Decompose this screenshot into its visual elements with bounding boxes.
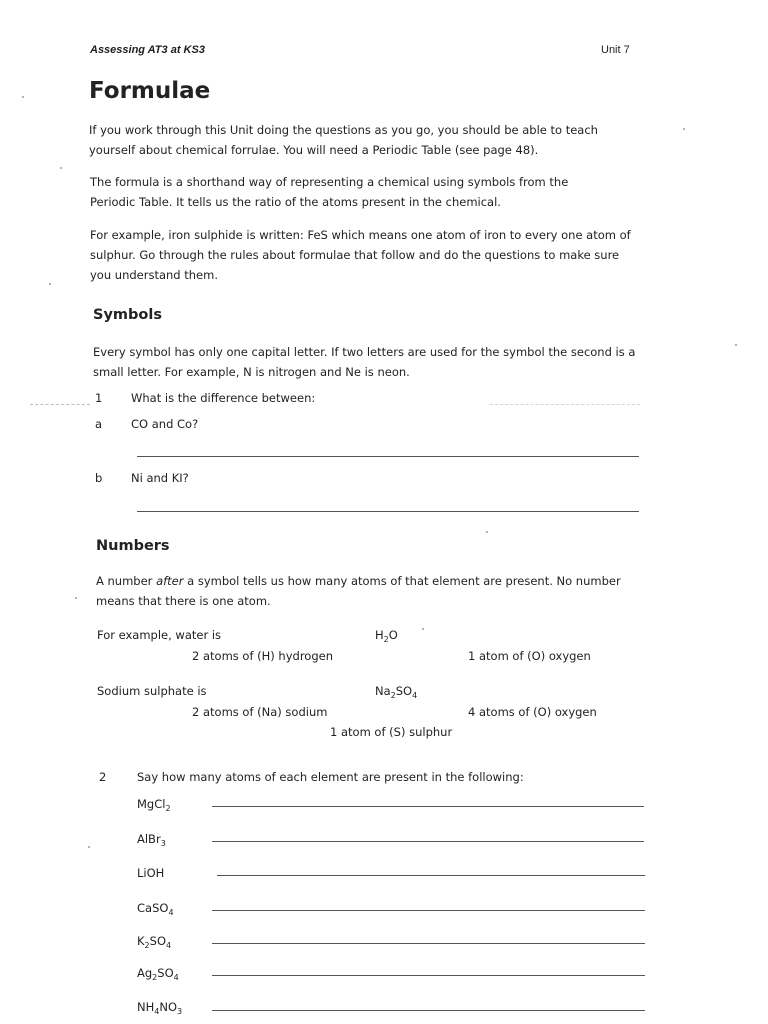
intro-paragraph-1: If you work through this Unit doing the questions as you go, you should be able to teach yourself about chemical forrulae. You will need a Periodic Table (see page 48). bbox=[89, 123, 598, 157]
answer-line[interactable] bbox=[212, 841, 644, 842]
scan-speck bbox=[22, 96, 24, 98]
question-1b-text: Ni and KI? bbox=[131, 471, 189, 485]
question-2-number: 2 bbox=[99, 770, 107, 784]
symbols-paragraph: Every symbol has only one capital letter. If two letters are used for the symbol the second is a small letter. For example, N is nitrogen and Ne is neon. bbox=[93, 345, 636, 379]
scan-speck bbox=[683, 128, 685, 130]
running-header-left: Assessing AT3 at KS3 bbox=[90, 44, 205, 56]
question-1a-text: CO and Co? bbox=[131, 417, 199, 431]
question-1a-letter: a bbox=[95, 417, 103, 431]
numbers-heading: Numbers bbox=[96, 538, 170, 554]
scan-speck bbox=[75, 597, 77, 599]
scan-speck bbox=[88, 846, 90, 848]
scan-dash bbox=[30, 404, 90, 405]
sodium-sulphate-label: Sodium sulphate is bbox=[97, 684, 207, 698]
answer-line[interactable] bbox=[217, 875, 645, 876]
scan-speck bbox=[49, 283, 51, 285]
numbers-paragraph bbox=[96, 571, 646, 611]
compound-formula: MgCl$_2$ bbox=[137, 797, 171, 813]
answer-line[interactable] bbox=[212, 975, 645, 976]
answer-line[interactable] bbox=[212, 910, 645, 911]
scan-dash bbox=[490, 404, 640, 405]
question-2-text: Say how many atoms of each element are present in the following: bbox=[137, 770, 524, 784]
numbers-text-emphasis: after bbox=[156, 574, 184, 588]
intro-paragraph-3: For example, iron sulphide is written: FeS which means one atom of iron to every one atom of sulphur. Go through the rules about formulae that follow and do the questions to make sure you understand them. bbox=[90, 228, 631, 282]
scan-speck bbox=[422, 628, 424, 630]
scan-speck bbox=[60, 167, 62, 169]
water-oxygen-atoms: 1 atom of (O) oxygen bbox=[468, 649, 591, 663]
compound-formula: AlBr$_3$ bbox=[137, 832, 166, 848]
answer-line-1a[interactable] bbox=[137, 456, 639, 457]
water-label: For example, water is bbox=[97, 628, 222, 642]
compound-formula: LiOH bbox=[137, 866, 165, 880]
answer-line[interactable] bbox=[212, 1010, 645, 1011]
running-header-right: Unit 7 bbox=[601, 44, 630, 56]
sodium-sulphate-formula: $Na_2SO_4$ bbox=[375, 684, 418, 700]
compound-formula: $NH_4NO_3$ bbox=[137, 1000, 183, 1016]
question-1-number: 1 bbox=[95, 391, 103, 405]
question-1-text: What is the difference between: bbox=[131, 391, 316, 405]
question-1b-letter: b bbox=[95, 471, 103, 485]
intro-paragraph-2: The formula is a shorthand way of representing a chemical using symbols from the Periodic Table. It tells us the ratio of the atoms present in the chemical. bbox=[90, 175, 569, 209]
water-hydrogen-atoms: 2 atoms of (H) hydrogen bbox=[192, 649, 333, 663]
answer-line-1b[interactable] bbox=[137, 511, 639, 512]
compound-formula: $K_2SO_4$ bbox=[137, 934, 172, 950]
scan-speck bbox=[486, 531, 488, 533]
sodium-oxygen-atoms: 4 atoms of (O) oxygen bbox=[468, 705, 597, 719]
sodium-atoms: 2 atoms of (Na) sodium bbox=[192, 705, 328, 719]
numbers-text-before: A number bbox=[96, 574, 157, 588]
page-title: Formulae bbox=[89, 78, 211, 104]
answer-line[interactable] bbox=[212, 943, 645, 944]
scan-speck bbox=[735, 344, 737, 346]
compound-formula: CaSO$_4$ bbox=[137, 901, 174, 917]
water-formula: $H_2O$ bbox=[375, 628, 398, 644]
symbols-heading: Symbols bbox=[93, 307, 162, 323]
numbers-text-after: a symbol tells us how many atoms of that element are present. No number means that there is one atom. bbox=[96, 574, 621, 608]
compound-formula: $Ag_2SO_4$ bbox=[137, 966, 179, 982]
answer-line[interactable] bbox=[212, 806, 644, 807]
sodium-sulphur-atoms: 1 atom of (S) sulphur bbox=[330, 725, 453, 739]
